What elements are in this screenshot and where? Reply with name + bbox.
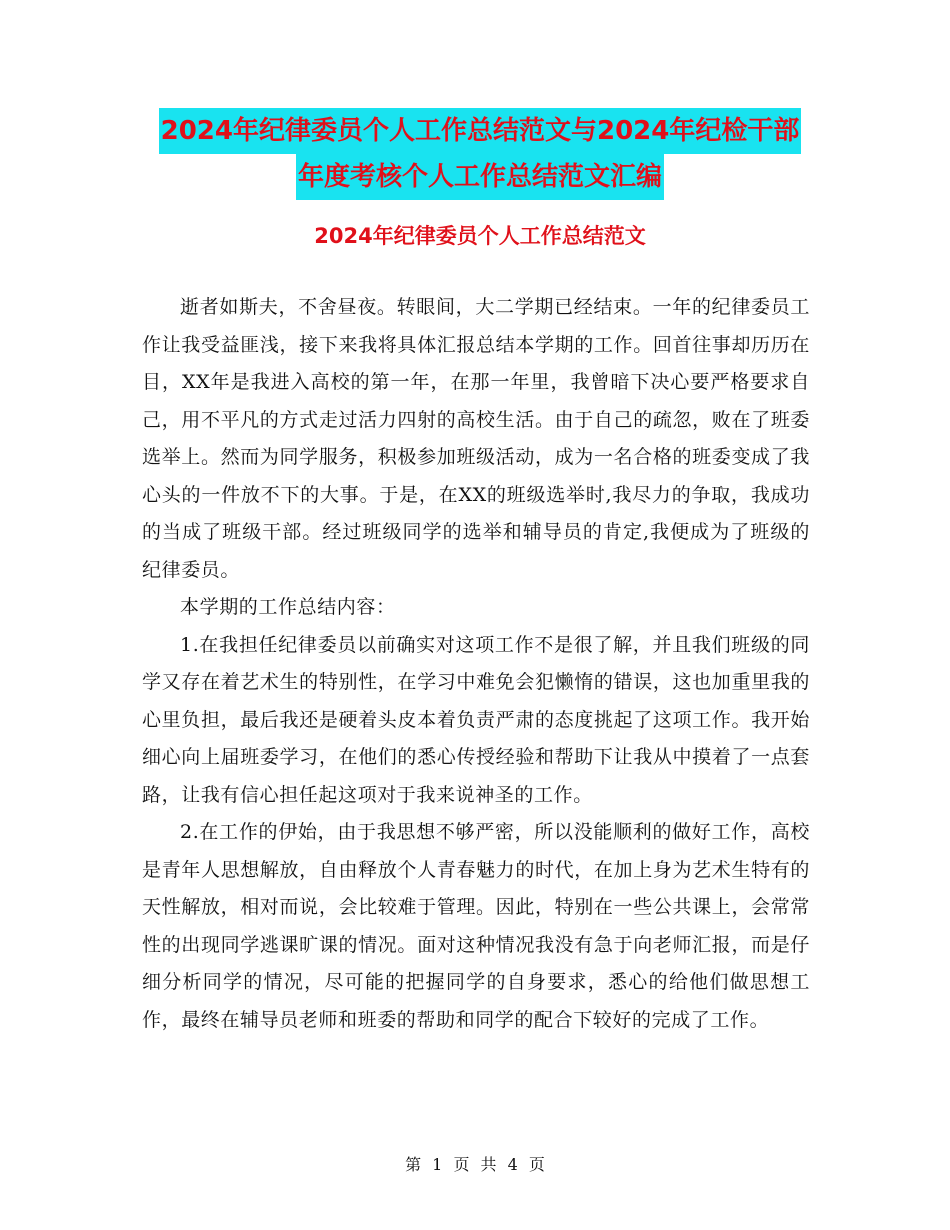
title-line-1: 2024年纪律委员个人工作总结范文与2024年纪检干部	[159, 108, 802, 154]
paragraph-item-2: 2.在工作的伊始，由于我思想不够严密，所以没能顺利的做好工作，高校是青年人思想解放，自由释放个人青春魅力的时代，在加上身为艺术生特有的天性解放，相对而说，会比较难于管理。因此，特别在一些公共课上，会常常性的出现同学逃课旷课的情况。面对这种情况我没有急于向老师汇报，而是仔细分析同学的情况，尽可能的把握同学的自身要求，悉心的给他们做思想工作，最终在辅导员老师和班委的帮助和同学的配合下较好的完成了工作。	[142, 821, 810, 1031]
body-text	[142, 289, 810, 1039]
title-line-2: 年度考核个人工作总结范文汇编	[296, 154, 664, 200]
page-footer: 第 1 页 共 4 页	[405, 1155, 545, 1174]
paragraph-summary-heading: 本学期的工作总结内容：	[180, 596, 396, 618]
section-title: 2024年纪律委员个人工作总结范文	[314, 224, 646, 248]
paragraph-intro: 逝者如斯夫，不舍昼夜。转眼间，大二学期已经结束。一年的纪律委员工作让我受益匪浅，接下来我将具体汇报总结本学期的工作。回首往事却历历在目，XX年是我进入高校的第一年，在那一年里，我曾暗下决心要严格要求自己，用不平凡的方式走过活力四射的高校生活。由于自己的疏忽，败在了班委选举上。然而为同学服务，积极参加班级活动，成为一名合格的班委变成了我心头的一件放不下的大事。于是，在XX的班级选举时,我尽力的争取，我成功的当成了班级干部。经过班级同学的选举和辅导员的肯定,我便成为了班级的纪律委员。	[142, 296, 810, 581]
document-title	[140, 108, 820, 200]
paragraph-item-1: 1.在我担任纪律委员以前确实对这项工作不是很了解，并且我们班级的同学又存在着艺术生的特别性，在学习中难免会犯懒惰的错误，这也加重里我的心里负担，最后我还是硬着头皮本着负责严肃的态度挑起了这项工作。我开始细心向上届班委学习，在他们的悉心传授经验和帮助下让我从中摸着了一点套路，让我有信心担任起这项对于我来说神圣的工作。	[142, 633, 810, 806]
